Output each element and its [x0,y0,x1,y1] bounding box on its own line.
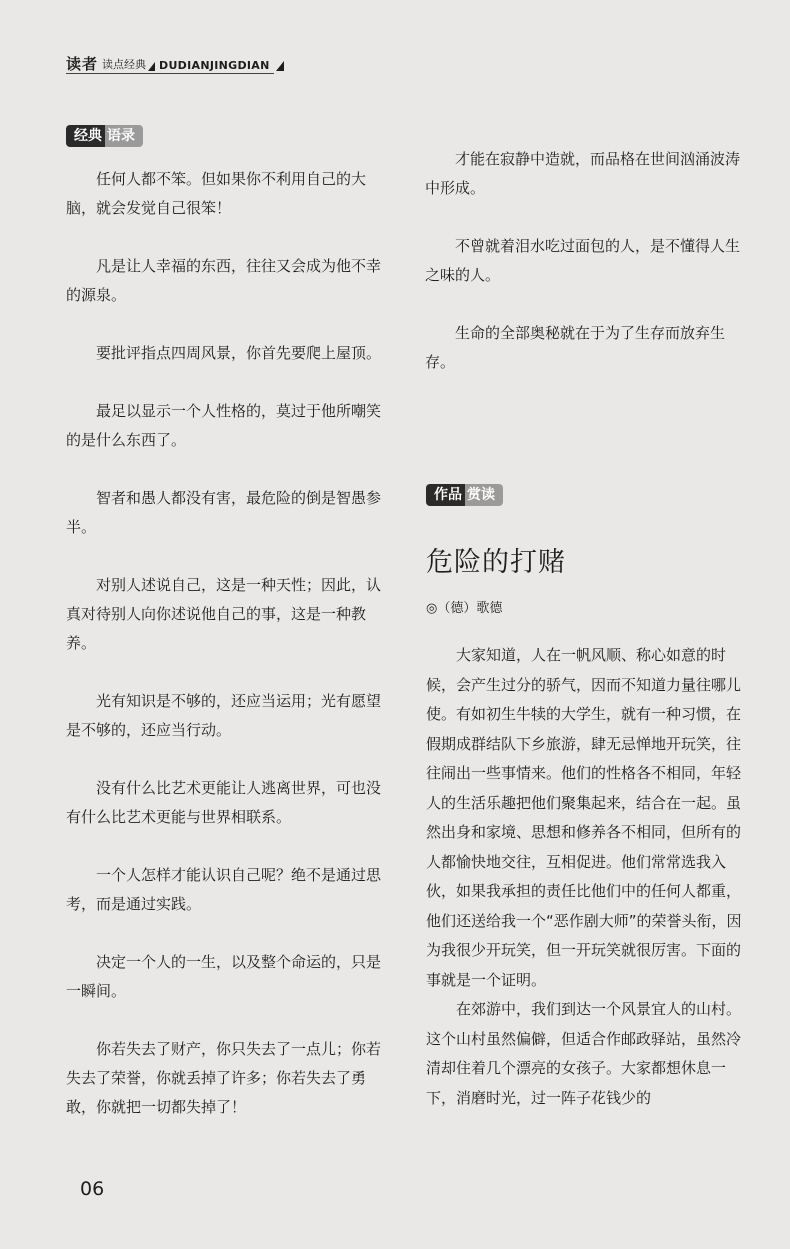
quote: 智者和愚人都没有害，最危险的倒是智愚参半。 [66,489,382,536]
quotes-column-left [66,165,392,1122]
quote: 不曾就着泪水吃过面包的人，是不懂得人生之味的人。 [425,237,741,284]
quote: 才能在寂静中造就，而品格在世间汹涌波涛中形成。 [425,150,741,197]
section-tag-part-b: 语录 [105,125,143,147]
triangle-icon [148,62,155,71]
triangle-icon [276,61,284,71]
quote: 生命的全部奥秘就在于为了生存而放弃生存。 [425,324,726,371]
section-tag-part-a: 经典 [66,125,105,147]
article-body [426,641,750,1113]
quote: 一个人怎样才能认识自己呢？绝不是通过思考，而是通过实践。 [66,866,382,913]
quote: 决定一个人的一生，以及整个命运的，只是一瞬间。 [66,953,382,1000]
quote: 任何人都不笨。但如果你不利用自己的大脑，就会发觉自己很笨！ [66,170,367,217]
section-pinyin: DUDIANJINGDIAN [159,59,270,72]
quote: 光有知识是不够的，还应当运用；光有愿望是不够的，还应当行动。 [66,692,382,739]
article-author: ◎（德）歌德 [426,601,503,616]
article-title: 危险的打赌 [426,547,566,578]
header-rule [66,73,274,74]
page-number: 06 [80,1178,105,1200]
quote: 要批评指点四周风景，你首先要爬上屋顶。 [96,344,382,362]
quote: 你若失去了财产，你只失去了一点儿；你若失去了荣誉，你就丢掉了许多；你若失去了勇敢，你就把一切都失掉了！ [66,1040,382,1116]
quote: 最足以显示一个人性格的，莫过于他所嘲笑的是什么东西了。 [66,402,382,449]
section-tag-quotes [66,125,143,147]
quotes-column-right [425,145,750,377]
quote: 对别人述说自己，这是一种天性；因此，认真对待别人向你述说他自己的事，这是一种教养。 [66,576,382,652]
quote: 凡是让人幸福的东西，往往又会成为他不幸的源泉。 [66,257,382,304]
article-paragraph: 在郊游中，我们到达一个风景宜人的山村。这个山村虽然偏僻，但适合作邮政驿站，虽然冷清却住着几个漂亮的女孩子。大家都想休息一下，消磨时光，过一阵子花钱少的 [426,1000,742,1107]
quote: 没有什么比艺术更能让人逃离世界，可也没有什么比艺术更能与世界相联系。 [66,779,382,826]
article-paragraph: 大家知道，人在一帆风顺、称心如意的时候，会产生过分的骄气，因而不知道力量往哪儿使。有如初生牛犊的大学生，就有一种习惯，在假期成群结队下乡旅游，肆无忌惮地开玩笑，往往闹出一些事情来。他们的性格各不相同，年轻人的生活乐趣把他们聚集起来，结合在一起。虽然出身和家境、思想和修养各不相同，但所有的人都愉快地交往，互相促进。他们常常选我入伙，如果我承担的责任比他们中的任何人都重，他们还送给我一个“恶作剧大师”的荣誉头衔，因为我很少开玩笑，但一开玩笑就很厉害。下面的事就是一个证明。 [426,646,742,989]
running-header [66,52,284,74]
section-tag-part-b: 赏读 [465,484,503,506]
section-tag-reading [426,484,503,506]
magazine-name: 读者 [66,55,99,73]
section-tag-part-a: 作品 [426,484,465,506]
section-name: 读点经典 [102,58,147,71]
